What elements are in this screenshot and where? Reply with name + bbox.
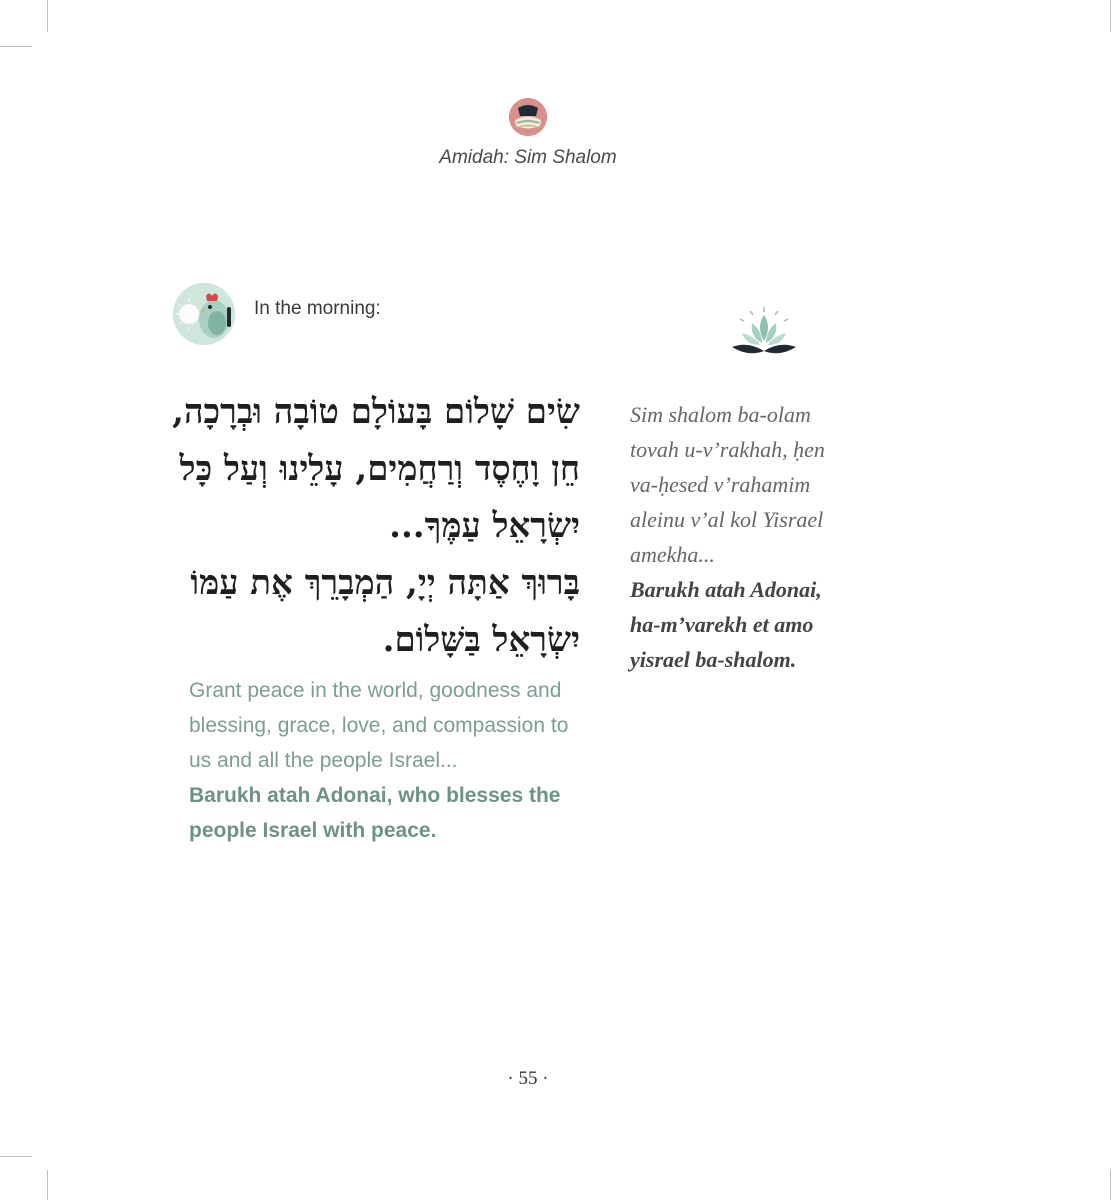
morning-label: In the morning: bbox=[254, 298, 381, 319]
crop-mark-top-left-vertical bbox=[47, 0, 48, 32]
english-blessing-line: Barukh atah Adonai, who blesses the bbox=[189, 784, 561, 807]
transliteration bbox=[630, 397, 910, 677]
crop-mark-top-left-horizontal bbox=[0, 46, 32, 47]
crop-mark-bottom-left-horizontal bbox=[0, 1156, 32, 1157]
rooster-sunrise-icon bbox=[173, 283, 235, 345]
english-line: blessing, grace, love, and compassion to bbox=[189, 714, 569, 737]
hebrew-line: בָּרוּךְ אַתָּה יְיָ, הַמְבָרֵךְ אֶת עַמּוֹ bbox=[190, 563, 580, 603]
prayer-hands-icon bbox=[509, 98, 547, 136]
crop-mark-bottom-left-vertical bbox=[47, 1170, 48, 1200]
english-translation bbox=[189, 673, 589, 848]
transliteration-line: amekha... bbox=[630, 542, 715, 567]
hebrew-line: יִשְׂרָאֵל בַּשָּׁלוֹם. bbox=[382, 620, 580, 660]
transliteration-blessing-line: ha-m’varekh et amo bbox=[630, 612, 814, 637]
hebrew-line: יִשְׂרָאֵל עַמֶּךָ... bbox=[389, 506, 580, 546]
hebrew-line: שִׂים שָׁלוֹם בָּעוֹלָם טוֹבָה וּבְרָכָה, bbox=[172, 392, 580, 432]
crop-mark-top-right-vertical bbox=[1110, 0, 1111, 32]
page-number: · 55 · bbox=[507, 1068, 549, 1089]
transliteration-line: aleinu v’al kol Yisrael bbox=[630, 507, 824, 532]
transliteration-line: va-ḥesed v’rahamim bbox=[630, 472, 811, 497]
hebrew-prayer-text bbox=[160, 384, 580, 669]
english-line: us and all the people Israel... bbox=[189, 749, 458, 772]
transliteration-line: Sim shalom ba-olam bbox=[630, 402, 811, 427]
hebrew-line: חֵן וָחֶסֶד וְרַחֲמִים, עָלֵינוּ וְעַל כָּל bbox=[179, 449, 580, 489]
transliteration-blessing-line: yisrael ba-shalom. bbox=[630, 647, 797, 672]
transliteration-blessing-line: Barukh atah Adonai, bbox=[630, 577, 822, 602]
crop-mark-bottom-right-vertical bbox=[1110, 1170, 1111, 1200]
english-line: Grant peace in the world, goodness and bbox=[189, 679, 562, 702]
english-blessing-line: people Israel with peace. bbox=[189, 819, 437, 842]
lotus-icon bbox=[728, 305, 800, 361]
transliteration-line: tovah u-v’rakhah, ḥen bbox=[630, 437, 825, 462]
section-title: Amidah: Sim Shalom bbox=[439, 147, 617, 168]
